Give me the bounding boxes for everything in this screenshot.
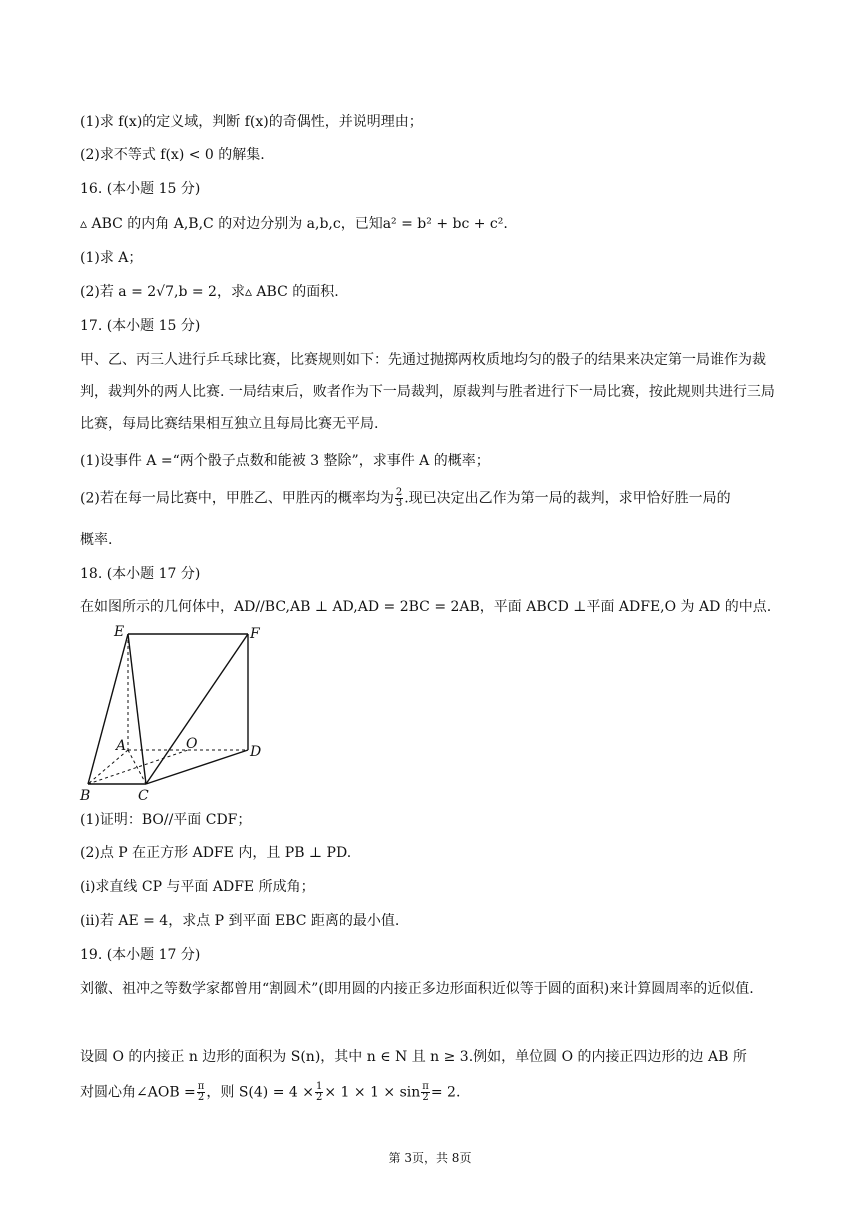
fraction [197, 1082, 206, 1103]
fraction-numerator: 1 [315, 1081, 323, 1092]
q19-stem: 刘徽、祖冲之等数学家都曾用“割圆术”(即用圆的内接正多边形面积近似等于圆的面积)来计算圆周率的近似值. [80, 981, 754, 997]
fraction-numerator: 2 [395, 487, 403, 498]
q19-p3 [80, 1082, 782, 1103]
label-C: C [138, 788, 149, 804]
q15-part2: (2)求不等式 f(x) < 0 的解集. [80, 147, 265, 163]
label-D: D [250, 744, 262, 760]
geometry-figure [78, 622, 268, 804]
q19-p3-text-a: 对圆心角∠AOB = [80, 1084, 196, 1101]
q18-part1: (1)证明：BO//平面 CDF； [80, 812, 252, 828]
q17-stem: 甲、乙、丙三人进行乒乓球比赛，比赛规则如下：先通过抛掷两枚质地均匀的骰子的结果来决定第一局谁作为裁判，裁判外的两人比赛. 一局结束后，败者作为下一局裁判，原裁判与胜者进行下一局比赛，按此规则共进行三局比赛，每局比赛结果相互独立且每局比赛无平局. [80, 352, 775, 432]
fraction [315, 1082, 323, 1103]
fraction-denominator: 2 [315, 1092, 323, 1103]
edge-AB [88, 750, 128, 784]
label-O: O [186, 736, 198, 752]
fraction [395, 488, 403, 509]
fraction-denominator: 3 [395, 498, 403, 509]
fraction-denominator: 2 [197, 1092, 205, 1103]
edge-EB [88, 634, 128, 784]
q19-p3-text-b: ，则 S(4) = 4 × [206, 1084, 314, 1101]
q17-header: 17. (本小题 15 分) [80, 318, 201, 334]
q17-part2-cont: 概率. [80, 532, 113, 548]
q18-part2: (2)点 P 在正方形 ADFE 内，且 PB ⊥ PD. [80, 845, 352, 861]
geometry-figure-svg [78, 622, 268, 804]
edge-EC [128, 634, 146, 784]
label-F: F [250, 626, 260, 642]
q18-sub-i: (ⅰ)求直线 CP 与平面 ADFE 所成角； [80, 879, 315, 895]
page-footer: 第 3页，共 8页 [388, 1151, 472, 1165]
edge-FC [146, 634, 248, 784]
label-E: E [114, 624, 125, 640]
label-A: A [116, 738, 127, 754]
q16-header: 16. (本小题 15 分) [80, 181, 201, 197]
fraction-denominator: 2 [422, 1092, 429, 1103]
edge-BO [88, 750, 188, 784]
q18-header: 18. (本小题 17 分) [80, 566, 201, 582]
q17-part1: (1)设事件 A =“两个骰子点数和能被 3 整除”，求事件 A 的概率； [80, 453, 490, 469]
q16-part2: (2)若 a = 2√7,b = 2，求▵ ABC 的面积. [80, 284, 339, 300]
q19-header: 19. (本小题 17 分) [80, 947, 201, 963]
fraction-numerator: π [197, 1081, 205, 1092]
q17-part2-text-b: .现已决定出乙作为第一局的裁判，求甲恰好胜一局的 [404, 490, 731, 507]
q17-part2 [80, 488, 782, 509]
q19-p2: 设圆 O 的内接正 n 边形的面积为 S(n)，其中 n ∈ N 且 n ≥ 3.例如，单位圆 O 的内接正四边形的边 AB 所 [80, 1049, 747, 1065]
q19-p3-text-c: × 1 × 1 × sin [324, 1084, 421, 1101]
label-B: B [80, 788, 91, 804]
q16-part1: (1)求 A； [80, 250, 143, 266]
q16-stem: ▵ ABC 的内角 A,B,C 的对边分别为 a,b,c，已知a² = b² + bc + c². [80, 216, 508, 232]
q15-part1: (1)求 f(x)的定义域，判断 f(x)的奇偶性，并说明理由； [80, 114, 423, 130]
edge-CD [146, 750, 248, 784]
q17-part2-text-a: (2)若在每一局比赛中，甲胜乙、甲胜丙的概率均为 [80, 490, 394, 507]
fraction [421, 1082, 430, 1103]
fraction-numerator: π [422, 1081, 429, 1092]
q18-sub-ii: (ⅱ)若 AE = 4，求点 P 到平面 EBC 距离的最小值. [80, 913, 400, 929]
q19-p3-text-d: = 2. [430, 1084, 461, 1101]
q18-stem: 在如图所示的几何体中，AD//BC,AB ⊥ AD,AD = 2BC = 2AB，平面 ABCD ⊥平面 ADFE,O 为 AD 的中点. [80, 599, 772, 615]
